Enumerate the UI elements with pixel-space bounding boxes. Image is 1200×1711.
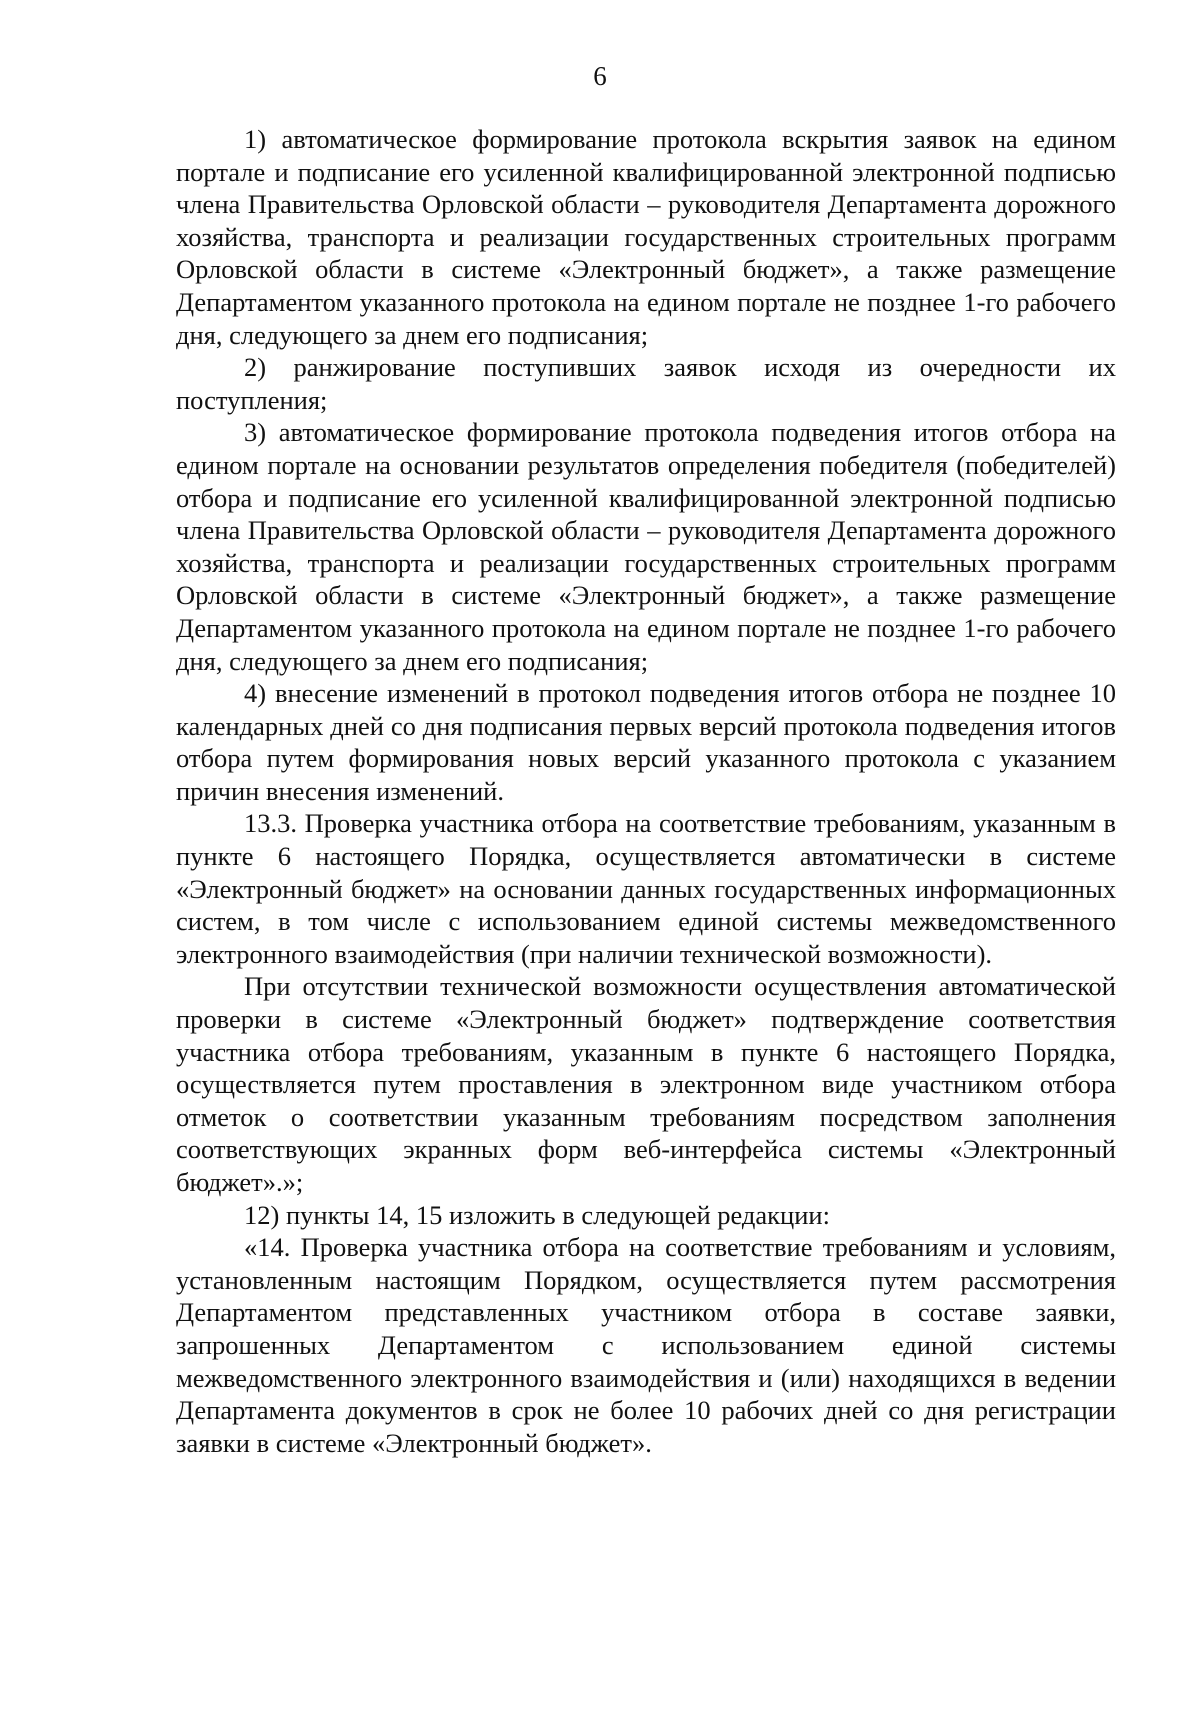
paragraph-item-4: 4) внесение изменений в протокол подведения итогов отбора не позднее 10 календарных дней со дня подписания первых версий протокола подведения итогов отбора путем формирования новых версий указанного протокола с указанием причин внесения изменений. bbox=[176, 678, 1116, 806]
page-number: 6 bbox=[593, 61, 607, 91]
paragraph-item-3: 3) автоматическое формирование протокола подведения итогов отбора на едином портале на основании результатов определения победителя (победителей) отбора и подписание его усиленной квалифицированной электронной подписью члена Правительства Орловской области – руководителя Департамента дорожного хозяйства, транспорта и реализации государственных строительных программ Орловской области в системе «Электронный бюджет», а также размещение Департаментом указанного протокола на едином портале не позднее 1-го рабочего дня, следующего за днем его подписания; bbox=[176, 417, 1116, 676]
paragraph-14: «14. Проверка участника отбора на соответствие требованиям и условиям, установленным настоящим Порядком, осуществляется путем рассмотрения Департаментом представленных участником отбора в составе заявки, запрошенных Департаментом с использованием единой системы межведомственного электронного взаимодействия и (или) находящихся в ведении Департамента документов в срок не более 10 рабочих дней со дня регистрации заявки в системе «Электронный бюджет». bbox=[176, 1232, 1116, 1458]
document-body bbox=[176, 123, 1116, 1459]
paragraph-item-12: 12) пункты 14, 15 изложить в следующей редакции: bbox=[244, 1199, 830, 1230]
paragraph-13-3: 13.3. Проверка участника отбора на соответствие требованиям, указанным в пункте 6 настоящего Порядка, осуществляется автоматически в системе «Электронный бюджет» на основании данных государственных информационных систем, в том числе с использованием единой системы межведомственного электронного взаимодействия (при наличии технической возможности). bbox=[176, 808, 1116, 969]
paragraph-item-1: 1) автоматическое формирование протокола вскрытия заявок на едином портале и подписание его усиленной квалифицированной электронной подписью члена Правительства Орловской области – руководителя Департамента дорожного хозяйства, транспорта и реализации государственных строительных программ Орловской области в системе «Электронный бюджет», а также размещение Департаментом указанного протокола на едином портале не позднее 1-го рабочего дня, следующего за днем его подписания; bbox=[176, 124, 1116, 350]
paragraph-no-technical-possibility: При отсутствии технической возможности осуществления автоматической проверки в системе «Электронный бюджет» подтверждение соответствия участника отбора требованиям, указанным в пункте 6 настоящего Порядка, осуществляется путем проставления в электронном виде участником отбора отметок о соответствии указанным требованиям посредством заполнения соответствующих экранных форм веб-интерфейса системы «Электронный бюджет».»; bbox=[176, 971, 1116, 1197]
paragraph-item-2: 2) ранжирование поступивших заявок исходя из очередности их поступления; bbox=[176, 352, 1116, 415]
